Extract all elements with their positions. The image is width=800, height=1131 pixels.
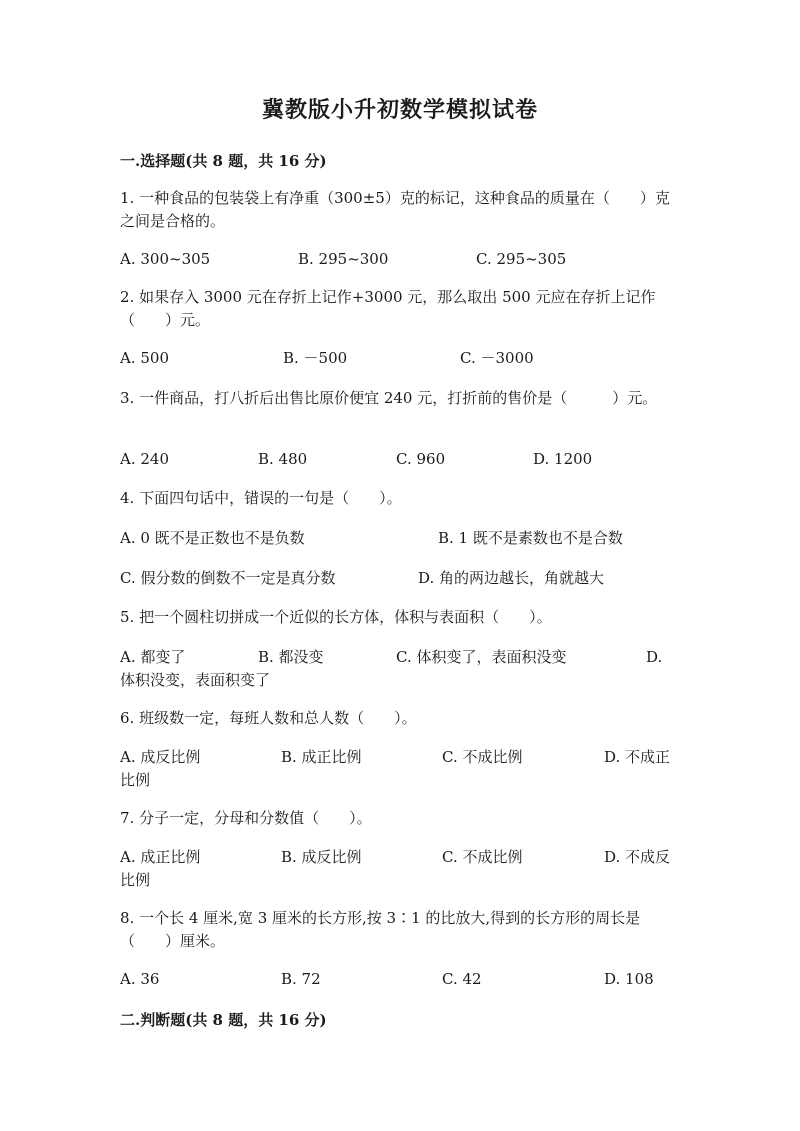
q7-option-d: D. 不成反比例 [120,848,671,889]
q1-option-a: A. 300~305 [120,250,211,268]
question-5: 5. 把一个圆柱切拼成一个近似的长方体，体积与表面积（ ）。 [120,608,552,626]
q8-option-d: D. 108 [604,970,654,988]
q3-option-c: C. 960 [396,450,446,468]
q1-option-b: B. 295~300 [298,250,389,268]
q3-option-b: B. 480 [258,450,308,468]
section-heading-choice: 一.选择题(共 8 题，共 16 分) [120,152,327,170]
q6-option-d: D. 不成正比例 [120,748,671,789]
q5-option-a: A. 都变了 [120,648,186,666]
q2-option-b: B. －500 [283,349,348,367]
q8-option-a: A. 36 [120,970,160,988]
q8-option-b: B. 72 [281,970,321,988]
q6-option-c: C. 不成比例 [442,748,523,766]
section-heading-judgement: 二.判断题(共 8 题，共 16 分) [120,1011,327,1029]
q2-option-a: A. 500 [120,349,169,367]
q3-option-a: A. 240 [120,450,169,468]
question-3: 3. 一件商品，打八折后出售比原价便宜 240 元，打折前的售价是（ ）元。 [120,389,658,407]
q5-option-c: C. 体积变了，表面积没变 [396,648,567,666]
q6-option-a: A. 成反比例 [120,748,201,766]
q5-option-b: B. 都没变 [258,648,324,666]
exam-title: 冀教版小升初数学模拟试卷 [261,97,538,123]
question-6: 6. 班级数一定，每班人数和总人数（ ）。 [120,709,417,727]
q4-option-c: C. 假分数的倒数不一定是真分数 [120,569,336,587]
question-1: 1. 一种食品的包装袋上有净重（300±5）克的标记，这种食品的质量在（ ）克之间是合格的。 [120,189,670,230]
q7-option-c: C. 不成比例 [442,848,523,866]
q2-option-c: C. －3000 [460,349,534,367]
q6-option-b: B. 成正比例 [281,748,362,766]
q1-option-c: C. 295~305 [476,250,567,268]
q7-option-a: A. 成正比例 [120,848,201,866]
q5-option-d: D. 体积没变，表面积变了 [120,648,663,689]
q8-option-c: C. 42 [442,970,482,988]
q4-option-b: B. 1 既不是素数也不是合数 [438,529,623,547]
q7-option-b: B. 成反比例 [281,848,362,866]
question-7: 7. 分子一定，分母和分数值（ ）。 [120,809,372,827]
q4-option-a: A. 0 既不是正数也不是负数 [120,529,305,547]
q3-option-d: D. 1200 [533,450,593,468]
question-8: 8. 一个长 4 厘米,宽 3 厘米的长方形,按 3∶1 的比放大,得到的长方形的周长是（ ）厘米。 [120,909,641,950]
question-4: 4. 下面四句话中，错误的一句是（ ）。 [120,489,402,507]
q4-option-d: D. 角的两边越长，角就越大 [418,569,605,587]
question-2: 2. 如果存入 3000 元在存折上记作+3000 元，那么取出 500 元应在存折上记作（ ）元。 [120,288,656,329]
